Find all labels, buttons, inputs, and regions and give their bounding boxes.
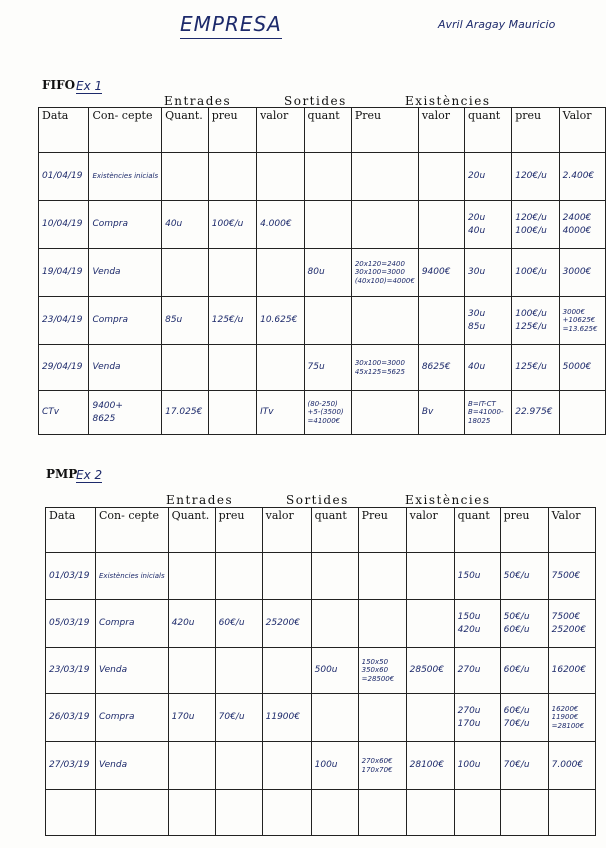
table-cell: 7500€ (548, 553, 595, 600)
table-row (39, 201, 606, 249)
table-cell (262, 648, 311, 694)
fifo-group-sortides: Sortides (284, 94, 347, 108)
table-cell (358, 600, 406, 648)
table-cell: 01/04/19 (39, 153, 89, 201)
table-cell: (80-250) +5-(3500) =41000€ (304, 391, 351, 435)
table-cell (215, 742, 262, 790)
table-cell (215, 553, 262, 600)
table-cell: 60€/u (500, 648, 548, 694)
table-cell: 70€/u (500, 742, 548, 790)
table-cell: 9400+ 8625 (89, 391, 162, 435)
table-cell (351, 391, 418, 435)
pmp-table (45, 507, 596, 836)
table-cell: 26/03/19 (46, 694, 96, 742)
table-cell (96, 790, 169, 836)
table-cell: 11900€ (262, 694, 311, 742)
table-cell: 28100€ (406, 742, 454, 790)
table-cell (257, 249, 304, 297)
table-cell (358, 553, 406, 600)
header-row (46, 508, 596, 553)
table-cell: 7500€ 25200€ (548, 600, 595, 648)
table-cell (168, 790, 215, 836)
column-header: preu (512, 108, 559, 153)
table-cell: 150x50 350x60 =28500€ (358, 648, 406, 694)
table-cell: 23/03/19 (46, 648, 96, 694)
table-cell: 40u (162, 201, 209, 249)
column-header: quant (304, 108, 351, 153)
table-cell: 10/04/19 (39, 201, 89, 249)
table-cell (406, 553, 454, 600)
table-cell: 50€/u (500, 553, 548, 600)
table-cell (548, 790, 595, 836)
column-header: Data (39, 108, 89, 153)
table-cell (500, 790, 548, 836)
column-header: Con- cepte (89, 108, 162, 153)
table-cell (46, 790, 96, 836)
table-cell (406, 790, 454, 836)
table-cell: 70€/u (215, 694, 262, 742)
table-cell: B=IT-CT B=41000- 18025 (465, 391, 512, 435)
table-cell: 150u 420u (454, 600, 500, 648)
table-cell: 16200€ 11900€ =28100€ (548, 694, 595, 742)
table-row (39, 249, 606, 297)
column-header: Preu (351, 108, 418, 153)
column-header: preu (215, 508, 262, 553)
table-cell (208, 153, 256, 201)
table-cell: Compra (96, 600, 169, 648)
table-cell (304, 153, 351, 201)
table-cell (418, 297, 464, 345)
table-row (46, 648, 596, 694)
table-cell (168, 553, 215, 600)
table-cell (406, 694, 454, 742)
table-cell: 80u (304, 249, 351, 297)
table-cell (311, 790, 358, 836)
table-cell: 8625€ (418, 345, 464, 391)
table-cell: 5000€ (559, 345, 605, 391)
table-cell: 3000€ (559, 249, 605, 297)
column-header: Quant. (162, 108, 209, 153)
table-cell: 20u (465, 153, 512, 201)
table-cell: Venda (96, 742, 169, 790)
column-header: preu (500, 508, 548, 553)
table-cell: 100u (311, 742, 358, 790)
table-cell: 270x60€ 170x70€ (358, 742, 406, 790)
table-row (39, 153, 606, 201)
fifo-label: FIFO (42, 78, 76, 92)
table-row (46, 790, 596, 836)
table-cell: 3000€ +10625€ =13.625€ (559, 297, 605, 345)
table-cell: 125€/u (512, 345, 559, 391)
table-row (39, 297, 606, 345)
table-cell: 25200€ (262, 600, 311, 648)
table-cell (304, 297, 351, 345)
table-cell: 270u (454, 648, 500, 694)
table-cell: 16200€ (548, 648, 595, 694)
pmp-exercise: Ex 2 (76, 468, 103, 482)
table-cell: 100€/u (512, 249, 559, 297)
table-cell: 270u 170u (454, 694, 500, 742)
table-row (46, 553, 596, 600)
table-cell (351, 297, 418, 345)
table-cell: 100€/u (208, 201, 256, 249)
table-cell: 4.000€ (257, 201, 304, 249)
table-cell: Compra (89, 201, 162, 249)
table-cell (162, 153, 209, 201)
table-cell (262, 742, 311, 790)
table-cell: 60€/u 70€/u (500, 694, 548, 742)
table-cell: Compra (89, 297, 162, 345)
table-cell: Compra (96, 694, 169, 742)
table-cell: 19/04/19 (39, 249, 89, 297)
fifo-group-entrades: Entrades (164, 94, 232, 108)
column-header: Data (46, 508, 96, 553)
table-cell: 150u (454, 553, 500, 600)
table-cell: 75u (304, 345, 351, 391)
column-header: quant (465, 108, 512, 153)
column-header: valor (418, 108, 464, 153)
table-cell: 30x100=3000 45x125=5625 (351, 345, 418, 391)
table-cell: ITv (257, 391, 304, 435)
table-cell (418, 153, 464, 201)
table-cell: Existències inicials (96, 553, 169, 600)
page-title: EMPRESA (180, 12, 282, 39)
table-cell: 23/04/19 (39, 297, 89, 345)
table-cell (162, 345, 209, 391)
header-row (39, 108, 606, 153)
table-cell (162, 249, 209, 297)
table-cell (406, 600, 454, 648)
table-cell: 17.025€ (162, 391, 209, 435)
table-cell (351, 153, 418, 201)
column-header: valor (262, 508, 311, 553)
table-cell (311, 694, 358, 742)
table-cell: 9400€ (418, 249, 464, 297)
table-cell: 40u (465, 345, 512, 391)
table-cell: Bv (418, 391, 464, 435)
column-header: preu (208, 108, 256, 153)
table-cell: Venda (96, 648, 169, 694)
table-cell: Existències inicials (89, 153, 162, 201)
column-header: Valor (559, 108, 605, 153)
table-cell: 27/03/19 (46, 742, 96, 790)
table-cell: 2400€ 4000€ (559, 201, 605, 249)
pmp-group-sortides: Sortides (286, 493, 349, 507)
table-row (46, 600, 596, 648)
table-cell: 20u 40u (465, 201, 512, 249)
table-row (39, 391, 606, 435)
table-cell: 28500€ (406, 648, 454, 694)
table-cell (262, 553, 311, 600)
table-cell: 2.400€ (559, 153, 605, 201)
column-header: Valor (548, 508, 595, 553)
table-cell: 85u (162, 297, 209, 345)
table-cell: 10.625€ (257, 297, 304, 345)
table-cell: 30u (465, 249, 512, 297)
table-cell (311, 553, 358, 600)
table-cell (168, 648, 215, 694)
table-row (46, 742, 596, 790)
table-cell (559, 391, 605, 435)
column-header: quant (311, 508, 358, 553)
table-cell (215, 790, 262, 836)
table-cell (168, 742, 215, 790)
table-cell: 420u (168, 600, 215, 648)
table-cell (304, 201, 351, 249)
table-cell (215, 648, 262, 694)
table-row (39, 345, 606, 391)
fifo-group-existencies: Existències (405, 94, 491, 108)
table-cell (358, 694, 406, 742)
table-cell: 100€/u 125€/u (512, 297, 559, 345)
table-cell: Venda (89, 345, 162, 391)
table-cell (311, 600, 358, 648)
table-cell: CTv (39, 391, 89, 435)
table-cell (257, 345, 304, 391)
column-header: Preu (358, 508, 406, 553)
fifo-table (38, 107, 606, 435)
table-cell: 120€/u 100€/u (512, 201, 559, 249)
column-header: Con- cepte (96, 508, 169, 553)
column-header: quant (454, 508, 500, 553)
table-cell: 22.975€ (512, 391, 559, 435)
table-cell: 500u (311, 648, 358, 694)
table-cell: 20x120=2400 30x100=3000 (40x100)=4000€ (351, 249, 418, 297)
pmp-group-entrades: Entrades (166, 493, 234, 507)
column-header: Quant. (168, 508, 215, 553)
table-cell: 60€/u (215, 600, 262, 648)
table-cell: 01/03/19 (46, 553, 96, 600)
table-cell: 29/04/19 (39, 345, 89, 391)
table-cell (262, 790, 311, 836)
table-row (46, 694, 596, 742)
table-cell: 05/03/19 (46, 600, 96, 648)
table-cell: 50€/u 60€/u (500, 600, 548, 648)
table-cell: 30u 85u (465, 297, 512, 345)
table-cell: 7.000€ (548, 742, 595, 790)
column-header: valor (406, 508, 454, 553)
table-cell: 125€/u (208, 297, 256, 345)
table-cell: Venda (89, 249, 162, 297)
author-name: Avril Aragay Mauricio (438, 18, 556, 31)
fifo-exercise: Ex 1 (76, 79, 103, 93)
table-cell (208, 249, 256, 297)
table-cell (257, 153, 304, 201)
table-cell: 100u (454, 742, 500, 790)
table-cell (351, 201, 418, 249)
pmp-group-existencies: Existències (405, 493, 491, 507)
table-cell (418, 201, 464, 249)
table-cell (454, 790, 500, 836)
table-cell (208, 391, 256, 435)
table-cell (358, 790, 406, 836)
table-cell: 170u (168, 694, 215, 742)
column-header: valor (257, 108, 304, 153)
table-cell: 120€/u (512, 153, 559, 201)
table-cell (208, 345, 256, 391)
pmp-label: PMP (46, 467, 78, 481)
